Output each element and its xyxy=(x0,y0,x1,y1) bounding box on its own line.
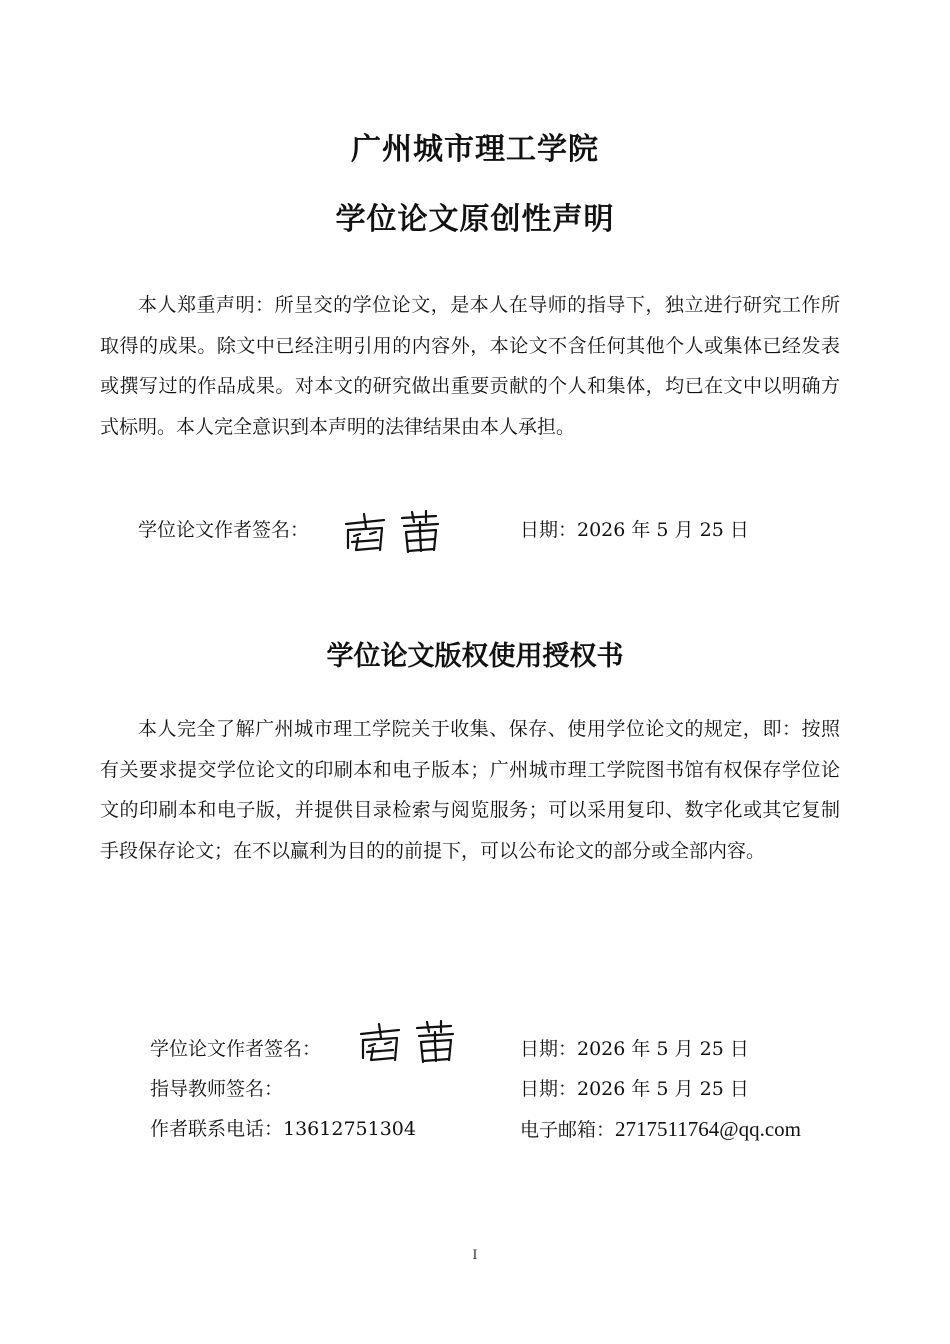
email-value: 2717511764@qq.com xyxy=(615,1117,801,1141)
declaration-author-signature-label: 学位论文作者签名： xyxy=(138,519,310,541)
authorization-author-signature-label: 学位论文作者签名： xyxy=(150,1038,322,1060)
handwritten-signature xyxy=(355,1018,467,1066)
declaration-body: 本人郑重声明：所呈交的学位论文，是本人在导师的指导下，独立进行研究工作所取得的成果。除文中已经注明引用的内容外，本论文不含任何其他个人或集体已经发表或撰写过的作品成果。对本文的研究做出重要贡献的个人和集体，均已在文中以明确方式标明。本人完全意识到本声明的法律结果由本人承担。 xyxy=(100,294,840,438)
advisor-signature-label: 指导教师签名： xyxy=(150,1078,284,1100)
handwritten-signature xyxy=(340,508,452,556)
author-email xyxy=(520,1109,801,1150)
declaration-date: 日期：2026 年 5 月 25 日 xyxy=(520,519,749,541)
email-label: 电子邮箱： xyxy=(520,1119,616,1141)
declaration-title: 学位论文原创性声明 xyxy=(335,202,615,237)
authorization-body: 本人完全了解广州城市理工学院关于收集、保存、使用学位论文的规定，即：按照有关要求提交学位论文的印刷本和电子版本；广州城市理工学院图书馆有权保存学位论文的印刷本和电子版，并提供目录检索与阅览服务；可以采用复印、数字化或其它复制手段保存论文；在不以赢利为目的的前提下，可以公布论文的部分或全部内容。 xyxy=(100,718,840,862)
advisor-date: 日期：2026 年 5 月 25 日 xyxy=(520,1078,749,1100)
authorization-title: 学位论文版权使用授权书 xyxy=(326,641,624,672)
page-number: I xyxy=(472,1248,478,1263)
author-phone: 作者联系电话：13612751304 xyxy=(150,1118,416,1140)
authorization-author-date: 日期：2026 年 5 月 25 日 xyxy=(520,1038,749,1060)
institution-title: 广州城市理工学院 xyxy=(351,132,599,167)
